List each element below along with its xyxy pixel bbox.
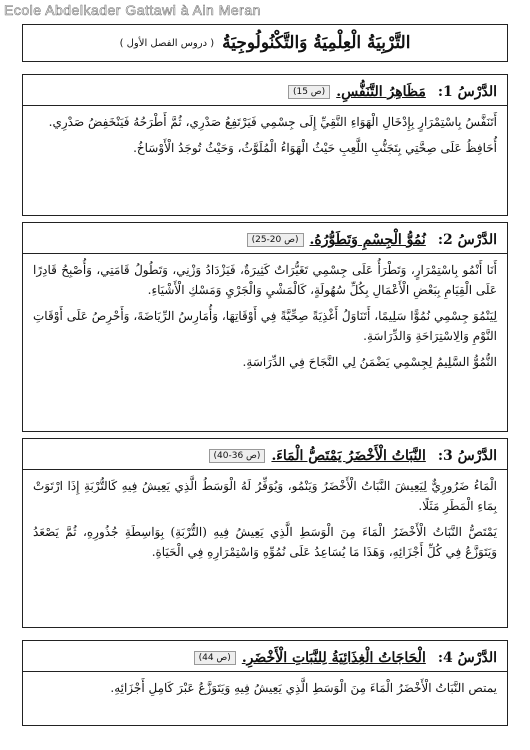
lesson-content <box>23 672 507 710</box>
lesson-2 <box>22 222 508 432</box>
lesson-number: الدَّرْسُ 2: <box>437 232 497 248</box>
paragraph: أُحَافِظُ عَلَى صِحَّتِي بِتَجَنُّبِ اللَّعِبِ حَيْثُ الْهَوَاءُ الْمُلَوَّثُ، وَحَيْثُ تُوجَدُ الْأَوْسَاخُ. <box>133 141 497 155</box>
lesson-header <box>23 641 507 672</box>
lesson-1 <box>22 74 508 216</box>
pages-badge: (ص 36-40) <box>209 449 266 463</box>
pages-badge: (ص 44) <box>194 651 236 665</box>
paragraph: يمتص النَّبَاتُ الْأَخْضَرُ الْمَاءَ مِنَ الْوَسَطِ الَّذِي يَعِيشُ فِيهِ وَيَتَوَزَّعُ عَبْرَ كَامِلِ أَجْزَائِهِ. <box>110 681 497 695</box>
paragraph: يَمْتَصُّ النَّبَاتُ الْأَخْضَرُ الْمَاءَ مِنَ الْوَسَطِ الَّذِي يَعِيشُ فِيهِ (التُّرْبَةِ) بِوَاسِطَةِ جُذُورِهِ، ثُمَّ يَصْعَدُ وَيَتَوَزَّعُ فِي كُلِّ أَجْزَائِهِ، وَهَذَا مَا يُسَاعِدُ عَلَى نُمُوِّهِ وَاسْتِمْرَارِهِ فِي الْحَيَاةِ. <box>33 525 497 559</box>
paragraph: أَتَنَفَّسُ بِاسْتِمْرَارٍ بِإِدْخَالِ الْهَوَاءِ النَّقِيِّ إِلَى جِسْمِي فَيَرْتَفِعُ صَدْرِي، ثُمَّ أَطْرَحُهُ فَيَنْخَفِضُ صَدْرِي. <box>48 115 497 129</box>
lesson-content <box>23 254 507 384</box>
lesson-content <box>23 106 507 170</box>
school-watermark: Ecole Abdelkader Gattawi à Ain Meran <box>4 2 261 18</box>
lesson-header <box>23 75 507 106</box>
lesson-title: الْحَاجَاتُ الْغِذَائِيَةُ لِلنَّبَاتِ الْأَخْضَرِ. <box>241 650 426 666</box>
pages-badge: (ص 20-25) <box>247 233 304 247</box>
lesson-header <box>23 439 507 470</box>
lesson-number: الدَّرْسُ 3: <box>437 448 497 464</box>
paragraph: النُّمُوُّ السَّلِيمُ لِجِسْمِي يَضْمَنُ لِي النَّجَاحَ فِي الدِّرَاسَةِ. <box>242 355 497 369</box>
lesson-number: الدَّرْسُ 4: <box>437 650 497 666</box>
term-note: ( دروس الفصل الأول ) <box>119 37 215 49</box>
lesson-title: نُمُوُّ الْجِسْمِ وَتَطَوُّرُهُ. <box>309 232 426 248</box>
lesson-4 <box>22 640 508 726</box>
paragraph: أَنَا أَنْمُو بِاسْتِمْرَارٍ، وَتَطْرَأُ عَلَى جِسْمِي تَغَيُّرَاتٌ كَثِيرَةٌ، فَيَزْدَادُ وَزْنِي، وَتَطُولُ قَامَتِي، وَأُصْبِحُ قَادِرًا عَلَى الْقِيَامِ بِبَعْضِ الْأَعْمَالِ بِكُلِّ سُهُولَةٍ، كَالْمَشْيِ وَالْجَرْيِ وَمَسْكِ الْأَشْيَاءِ. <box>33 263 497 297</box>
pages-badge: (ص 15) <box>288 85 330 99</box>
lesson-title: مَظَاهِرُ التَّنَفُّسِ. <box>336 84 426 100</box>
lesson-content <box>23 470 507 574</box>
paragraph: الْمَاءُ ضَرُورِيٌّ لِيَعِيشَ النَّبَاتُ الْأَخْضَرُ وَيَنْمُو، وَيُوَفِّرُ لَهُ الْوَسَطُ الَّذِي يَعِيشُ فِيهِ كَالتُّرْبَةِ إِذَا ارْتَوَتْ بِمَاءِ الْمَطَرِ مَثَلًا. <box>33 479 497 513</box>
page-title: التَّرْبِيَةُ الْعِلْمِيَةُ وَالتَّكْنُولُوجِيَةُ <box>222 33 411 53</box>
lesson-title: النَّبَاتُ الْأَخْضَرُ يَمْتَصُّ الْمَاءَ. <box>271 448 426 464</box>
page-header <box>22 24 508 62</box>
lesson-header <box>23 223 507 254</box>
lesson-3 <box>22 438 508 628</box>
paragraph: لِيَنْمُوَ جِسْمِي نُمُوًّا سَلِيمًا، أَتَنَاوَلُ أَغْذِيَةً صِحِّيَّةً فِي أَوْقَاتِهَا، وَأُمَارِسُ الرِّيَاضَةَ، وَأَحْرِصُ عَلَى أَوْقَاتِ النَّوْمِ وَالِاسْتِرَاحَةِ وَالدِّرَاسَةِ. <box>33 309 497 343</box>
lesson-number: الدَّرْسُ 1: <box>437 84 497 100</box>
